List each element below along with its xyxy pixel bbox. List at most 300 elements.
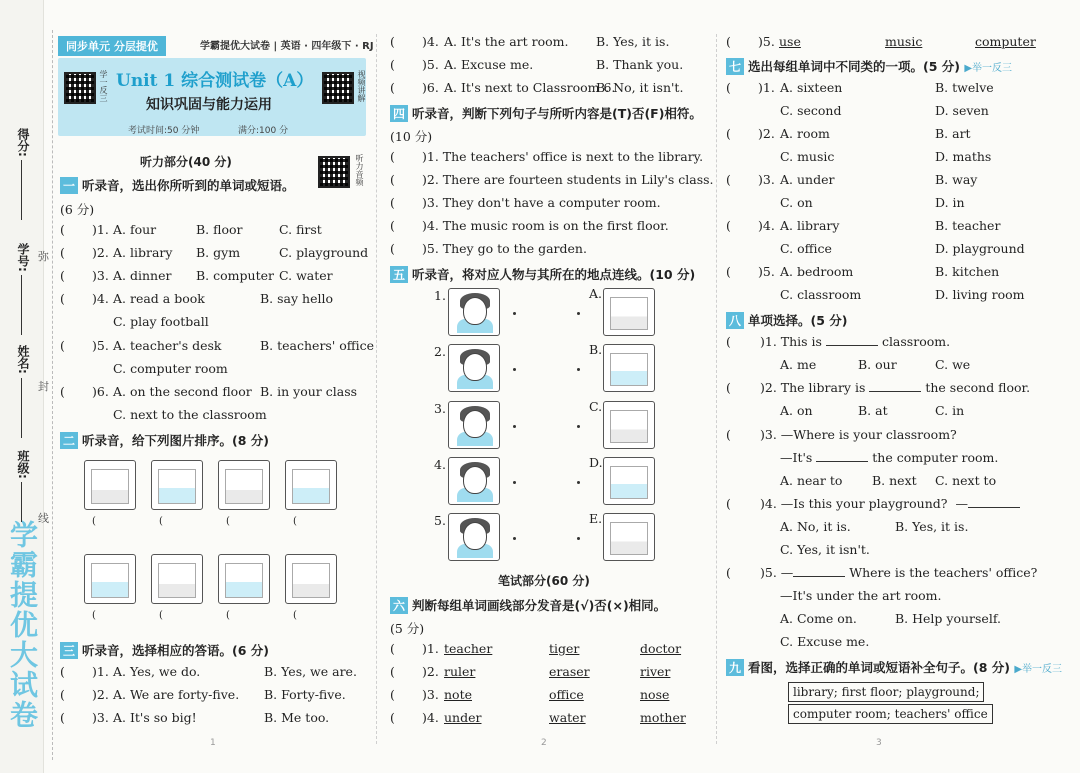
s7-option-a: A. library: [780, 218, 840, 233]
s3-option-b: B. Forty-five.: [264, 687, 346, 702]
column-divider-2: [716, 34, 717, 744]
name-field-label: 姓名:: [16, 345, 30, 374]
s8-q3-b: B. next: [872, 473, 917, 488]
test-title: Unit 1 综合测试卷（A）: [116, 71, 314, 91]
s7-option-c: C. second: [780, 103, 842, 118]
s1-option-c: C. play football: [113, 314, 209, 329]
s1-option-c: C. playground: [279, 245, 369, 260]
s8-q4-c: C. Yes, it isn't.: [780, 542, 870, 557]
match-dot-left[interactable]: [513, 368, 516, 371]
class-field-label: 班级:: [16, 450, 30, 479]
section-1-points: (6 分): [60, 202, 95, 217]
person-picture: [448, 513, 500, 561]
s6-word: music: [885, 34, 923, 49]
answer-paren[interactable]: (: [60, 245, 65, 260]
s3-option-b: B. Yes, it is.: [596, 34, 670, 49]
s3-option-a: A. Yes, we do.: [113, 664, 201, 679]
s7-item-number: )3.: [758, 172, 775, 187]
sequence-picture: [285, 554, 337, 604]
listening-heading: 听力部分(40 分): [140, 155, 232, 169]
person-number: 3.: [434, 401, 446, 416]
s7-item-number: )5.: [758, 264, 775, 279]
place-letter: A.: [589, 286, 603, 301]
order-answer-paren[interactable]: [226, 516, 266, 527]
s6-word: river: [640, 664, 671, 679]
place-picture: [603, 513, 655, 561]
s3-item-number: )5.: [422, 57, 439, 72]
section-4-points: (10 分): [390, 129, 433, 144]
s8-q1-c: C. we: [935, 357, 971, 372]
score-field-line: [21, 160, 22, 220]
binding-char-1: 弥: [38, 250, 49, 263]
section-3-number: 三: [60, 642, 78, 659]
sequence-picture: [218, 460, 270, 510]
answer-paren[interactable]: (: [390, 149, 395, 164]
s8-q1-pre: )1. This is: [760, 334, 822, 349]
s3-option-a: A. We are forty-five.: [113, 687, 240, 702]
scene-illustration: [158, 563, 196, 598]
s3-option-b: B. Thank you.: [596, 57, 684, 72]
place-illustration: [610, 466, 648, 499]
s7-option-b: B. teacher: [935, 218, 1001, 233]
page-number-3: 3: [876, 738, 882, 748]
section-5-title: [390, 265, 695, 283]
s1-option-a: A. dinner: [113, 268, 172, 283]
scene-illustration: [292, 563, 330, 598]
s7-option-a: A. bedroom: [780, 264, 854, 279]
match-dot-left[interactable]: [513, 425, 516, 428]
answer-blank[interactable]: [968, 497, 1020, 508]
answer-paren: (: [726, 380, 731, 395]
binding-char-3: 线: [38, 512, 49, 525]
header-info: 学霸提优大试卷 | 英语 · 四年级下 · RJ: [200, 41, 374, 52]
s1-option-a: A. on the second floor: [113, 384, 252, 399]
person-number: 5.: [434, 513, 446, 528]
answer-paren[interactable]: (: [390, 218, 395, 233]
qr-left-label: 学一反三: [99, 70, 108, 102]
answer-paren[interactable]: (: [390, 172, 395, 187]
s1-option-c: C. next to the classroom: [113, 407, 267, 422]
s3-item-number: )6.: [422, 80, 439, 95]
sequence-picture: [151, 554, 203, 604]
section-4-title: [390, 104, 702, 122]
place-picture: [603, 344, 655, 392]
answer-paren[interactable]: (: [390, 195, 395, 210]
s1-item-number: )3.: [92, 268, 109, 283]
s1-option-c: C. computer room: [113, 361, 228, 376]
section-5-number: 五: [390, 266, 408, 283]
s1-item-number: )1.: [92, 222, 109, 237]
s8-q1: [726, 334, 950, 349]
s7-option-a: A. sixteen: [780, 80, 843, 95]
sequence-picture: [285, 460, 337, 510]
s7-option-b: B. art: [935, 126, 971, 141]
place-letter: C.: [589, 399, 603, 414]
student-number-field-label: 学号:: [16, 243, 30, 272]
s7-option-c: C. office: [780, 241, 832, 256]
sequence-picture: [151, 460, 203, 510]
s6-word: use: [779, 34, 801, 49]
match-dot-right[interactable]: [577, 537, 580, 540]
match-dot-left[interactable]: [513, 481, 516, 484]
section-6-number: 六: [390, 597, 408, 614]
s8-q3-line1: )3. —Where is your classroom?: [760, 427, 957, 442]
person-number: 2.: [434, 344, 446, 359]
answer-paren[interactable]: (: [60, 384, 65, 399]
answer-paren[interactable]: (: [390, 34, 395, 49]
scene-illustration: [292, 469, 330, 504]
open-paren: (: [226, 610, 230, 621]
qr-code-right: [322, 72, 354, 104]
s3-option-a: A. Excuse me.: [444, 57, 534, 72]
s1-option-b: B. gym: [196, 245, 241, 260]
s6-word: computer: [975, 34, 1036, 49]
s6-word: nose: [640, 687, 670, 702]
answer-paren: (: [726, 334, 731, 349]
answer-paren[interactable]: (: [390, 687, 395, 702]
s1-item-number: )5.: [92, 338, 109, 353]
s3-item-number: )2.: [92, 687, 109, 702]
unit-tag: 同步单元 分层提优: [58, 36, 166, 56]
person-head: [463, 297, 487, 325]
s3-option-a: A. It's next to Classroom 6.: [444, 80, 616, 95]
scene-illustration: [91, 563, 129, 598]
s4-statement: )3. They don't have a computer room.: [422, 195, 661, 210]
s8-q2: [726, 380, 1030, 395]
test-subtitle: 知识巩固与能力运用: [146, 97, 272, 113]
s3-option-a: A. It's the art room.: [444, 34, 569, 49]
exam-time: 考试时间:50 分钟: [128, 126, 200, 136]
section-6-points: (5 分): [390, 621, 425, 636]
s8-q3: [726, 427, 957, 442]
score-field-label: 得分:: [16, 128, 30, 157]
answer-paren[interactable]: (: [390, 80, 395, 95]
order-answer-paren[interactable]: [159, 516, 199, 527]
order-answer-paren[interactable]: [226, 610, 266, 621]
section-3-title: [60, 641, 269, 659]
s6-word: teacher: [444, 641, 493, 656]
s3-item-number: )3.: [92, 710, 109, 725]
scene-illustration: [225, 563, 263, 598]
s4-statement: )5. They go to the garden.: [422, 241, 587, 256]
s3-option-a: A. It's so big!: [113, 710, 197, 725]
section-9-title: [726, 658, 1062, 676]
binding-char-2: 封: [38, 380, 49, 393]
s8-q4: [726, 496, 1020, 511]
place-illustration: [610, 297, 648, 330]
section-1-title: [60, 176, 295, 194]
s8-q1-b: B. our: [858, 357, 897, 372]
person-head: [463, 466, 487, 494]
s7-item-number: )4.: [758, 218, 775, 233]
s7-option-c: C. music: [780, 149, 835, 164]
match-dot-right[interactable]: [577, 368, 580, 371]
s1-option-a: A. teacher's desk: [113, 338, 222, 353]
sequence-picture: [84, 554, 136, 604]
qr-audio-label: 听力音频: [355, 154, 364, 186]
s7-option-b: B. way: [935, 172, 978, 187]
s7-item-number: )1.: [758, 80, 775, 95]
s7-option-d: D. in: [935, 195, 965, 210]
answer-blank[interactable]: [793, 566, 845, 577]
open-paren: (: [159, 610, 163, 621]
place-letter: D.: [589, 455, 603, 470]
word-bank-line-2: computer room; teachers' office: [788, 704, 993, 724]
s8-q5-line2: —It's under the art room.: [780, 588, 942, 603]
s6-word: tiger: [549, 641, 580, 656]
s6-word: ruler: [444, 664, 476, 679]
s1-option-b: B. teachers' office: [260, 338, 375, 353]
answer-paren[interactable]: (: [726, 172, 731, 187]
s8-q2-post: the second floor.: [925, 380, 1031, 395]
scene-illustration: [91, 469, 129, 504]
s7-option-c: C. on: [780, 195, 813, 210]
person-number: 4.: [434, 457, 446, 472]
answer-paren[interactable]: (: [726, 218, 731, 233]
section-9-text: 看图，选择正确的单词或短语补全句子。(8 分): [748, 660, 1010, 675]
answer-paren[interactable]: (: [60, 338, 65, 353]
s6-word: under: [444, 710, 482, 725]
s1-option-c: C. water: [279, 268, 333, 283]
place-picture: [603, 457, 655, 505]
match-dot-right[interactable]: [577, 425, 580, 428]
s3-option-b: B. Yes, we are.: [264, 664, 357, 679]
column-divider-1: [376, 34, 377, 744]
answer-blank[interactable]: [869, 381, 921, 392]
answer-blank[interactable]: [816, 451, 868, 462]
full-score: 满分:100 分: [238, 126, 289, 136]
s8-q3-pre: —It's: [780, 450, 813, 465]
s7-option-d: D. maths: [935, 149, 992, 164]
sequence-picture: [218, 554, 270, 604]
s8-q4-line1: )4. —Is this your playground?: [760, 496, 948, 511]
s8-q5-c: C. Excuse me.: [780, 634, 870, 649]
s3-option-b: B. Me too.: [264, 710, 330, 725]
s6-word: note: [444, 687, 472, 702]
open-paren: (: [293, 516, 297, 527]
word-bank-line-1: library; first floor; playground;: [788, 682, 984, 702]
writing-heading: 笔试部分(60 分): [498, 574, 590, 588]
answer-paren: (: [726, 427, 731, 442]
match-dot-left[interactable]: [513, 312, 516, 315]
answer-paren[interactable]: (: [60, 710, 65, 725]
qr-code-audio: [318, 156, 350, 188]
s7-item-number: )2.: [758, 126, 775, 141]
s1-option-a: A. read a book: [113, 291, 205, 306]
answer-paren: (: [726, 565, 731, 580]
answer-paren[interactable]: (: [60, 664, 65, 679]
answer-paren[interactable]: (: [60, 291, 65, 306]
section-4-number: 四: [390, 105, 408, 122]
name-field-line: [21, 378, 22, 438]
place-letter: E.: [589, 511, 603, 526]
s6-word: water: [549, 710, 586, 725]
order-answer-paren[interactable]: [159, 610, 199, 621]
match-dot-left[interactable]: [513, 537, 516, 540]
s8-q1-a: A. me: [780, 357, 817, 372]
person-picture: [448, 288, 500, 336]
s1-option-c: C. first: [279, 222, 322, 237]
place-picture: [603, 401, 655, 449]
s6-word: mother: [640, 710, 686, 725]
s8-q3-a: A. near to: [780, 473, 843, 488]
person-head: [463, 410, 487, 438]
page-number-2: 2: [541, 738, 547, 748]
section-7-aside-link: ▶举一反三: [964, 63, 1013, 74]
s7-option-d: D. playground: [935, 241, 1025, 256]
open-paren: (: [159, 516, 163, 527]
section-2-title: [60, 431, 269, 449]
scene-illustration: [225, 469, 263, 504]
s7-option-b: B. kitchen: [935, 264, 1000, 279]
person-number: 1.: [434, 288, 446, 303]
section-9-aside-link: ▶举一反三: [1014, 664, 1063, 675]
answer-paren[interactable]: (: [726, 264, 731, 279]
person-head: [463, 522, 487, 550]
s6-word: eraser: [549, 664, 590, 679]
order-answer-paren[interactable]: [293, 516, 333, 527]
s1-option-a: A. four: [113, 222, 157, 237]
s3-item-number: )4.: [422, 34, 439, 49]
order-answer-paren[interactable]: [92, 610, 132, 621]
s1-option-a: A. library: [113, 245, 173, 260]
s4-statement: )2. There are fourteen students in Lily's class.: [422, 172, 714, 187]
section-1-text: 听录音，选出你所听到的单词或短语。: [82, 178, 295, 193]
s8-q5-b: B. Help yourself.: [895, 611, 1001, 626]
answer-paren[interactable]: (: [60, 268, 65, 283]
section-7-title: [726, 57, 1012, 75]
s8-q1-post: classroom.: [881, 334, 951, 349]
s8-q4-b: B. Yes, it is.: [895, 519, 969, 534]
place-illustration: [610, 353, 648, 386]
place-picture: [603, 288, 655, 336]
section-7-number: 七: [726, 58, 744, 75]
place-letter: B.: [589, 342, 603, 357]
section-5-text: 听录音，将对应人物与其所在的地点连线。(10 分): [412, 267, 696, 282]
s3-item-number: )1.: [92, 664, 109, 679]
s4-statement: )1. The teachers' office is next to the library.: [422, 149, 704, 164]
s8-q5-pre: )5. —: [760, 565, 794, 580]
person-picture: [448, 401, 500, 449]
section-6-text: 判断每组单词画线部分发音是(√)否(×)相同。: [412, 598, 667, 613]
s6-word: office: [549, 687, 584, 702]
answer-paren[interactable]: (: [60, 687, 65, 702]
place-illustration: [610, 410, 648, 443]
page-number-1: 1: [210, 738, 216, 748]
answer-paren[interactable]: (: [390, 710, 395, 725]
s7-option-a: A. under: [780, 172, 835, 187]
section-7-text: 选出每组单词中不同类的一项。(5 分): [748, 59, 960, 74]
section-3-text: 听录音，选择相应的答语。(6 分): [82, 643, 269, 658]
qr-right-label: 视频讲解: [357, 70, 366, 102]
s8-q2-pre: )2. The library is: [760, 380, 866, 395]
qr-code-left: [64, 72, 96, 104]
s1-option-b: B. in your class: [260, 384, 358, 399]
s4-statement: )4. The music room is on the first floor.: [422, 218, 669, 233]
s8-q2-b: B. at: [858, 403, 888, 418]
s1-item-number: )2.: [92, 245, 109, 260]
s7-option-c: C. classroom: [780, 287, 862, 302]
s8-q5: [726, 565, 1037, 580]
open-paren: (: [92, 610, 96, 621]
s8-q4-dash: —: [955, 496, 968, 511]
s1-option-b: B. say hello: [260, 291, 334, 306]
open-paren: (: [293, 610, 297, 621]
s8-q2-a: A. on: [780, 403, 813, 418]
match-dot-right[interactable]: [577, 481, 580, 484]
section-9-number: 九: [726, 659, 744, 676]
class-field-line: [21, 482, 22, 522]
s6-item-number: )5.: [758, 34, 775, 49]
open-paren: (: [92, 516, 96, 527]
scene-illustration: [158, 469, 196, 504]
answer-paren[interactable]: (: [726, 126, 731, 141]
s8-q5-a: A. Come on.: [780, 611, 857, 626]
s8-q3-c: C. next to: [935, 473, 997, 488]
section-8-number: 八: [726, 312, 744, 329]
person-picture: [448, 344, 500, 392]
s8-q5-post: Where is the teachers' office?: [849, 565, 1038, 580]
s3-option-b: B. No, it isn't.: [596, 80, 684, 95]
brand-vertical-text: 学霸提优大试卷: [6, 520, 39, 730]
match-dot-right[interactable]: [577, 312, 580, 315]
s1-option-b: B. floor: [196, 222, 243, 237]
section-2-text: 听录音，给下列图片排序。(8 分): [82, 433, 269, 448]
s7-option-b: B. twelve: [935, 80, 994, 95]
answer-paren: (: [726, 496, 731, 511]
s7-option-d: D. seven: [935, 103, 989, 118]
s6-item-number: )3.: [422, 687, 439, 702]
answer-paren[interactable]: (: [726, 80, 731, 95]
open-paren: (: [226, 516, 230, 527]
s7-option-d: D. living room: [935, 287, 1025, 302]
student-number-field-line: [21, 275, 22, 335]
section-1-number: 一: [60, 177, 78, 194]
answer-paren[interactable]: (: [390, 664, 395, 679]
order-answer-paren[interactable]: [92, 516, 132, 527]
s7-option-a: A. room: [780, 126, 830, 141]
section-2-number: 二: [60, 432, 78, 449]
s1-item-number: )6.: [92, 384, 109, 399]
s1-item-number: )4.: [92, 291, 109, 306]
s8-q2-c: C. in: [935, 403, 965, 418]
place-illustration: [610, 522, 648, 555]
s6-item-number: )1.: [422, 641, 439, 656]
answer-paren[interactable]: (: [60, 222, 65, 237]
section-6-title: [390, 596, 666, 614]
s8-q3-post: the computer room.: [872, 450, 999, 465]
section-8-text: 单项选择。(5 分): [748, 313, 848, 328]
section-8-title: [726, 311, 848, 329]
person-head: [463, 353, 487, 381]
answer-paren[interactable]: (: [390, 641, 395, 656]
sequence-picture: [84, 460, 136, 510]
s6-item-number: )2.: [422, 664, 439, 679]
answer-paren[interactable]: (: [390, 57, 395, 72]
s1-option-b: B. computer: [196, 268, 274, 283]
answer-paren[interactable]: (: [390, 241, 395, 256]
answer-blank[interactable]: [826, 335, 878, 346]
s6-item-number: )4.: [422, 710, 439, 725]
s8-q4-a: A. No, it is.: [780, 519, 851, 534]
answer-paren[interactable]: (: [726, 34, 731, 49]
binding-dashed-line: [52, 30, 53, 760]
section-4-text: 听录音，判断下列句子与所听内容是(T)否(F)相符。: [412, 106, 702, 121]
order-answer-paren[interactable]: [293, 610, 333, 621]
s6-word: doctor: [640, 641, 682, 656]
person-picture: [448, 457, 500, 505]
s8-q3-line2: [780, 450, 998, 465]
